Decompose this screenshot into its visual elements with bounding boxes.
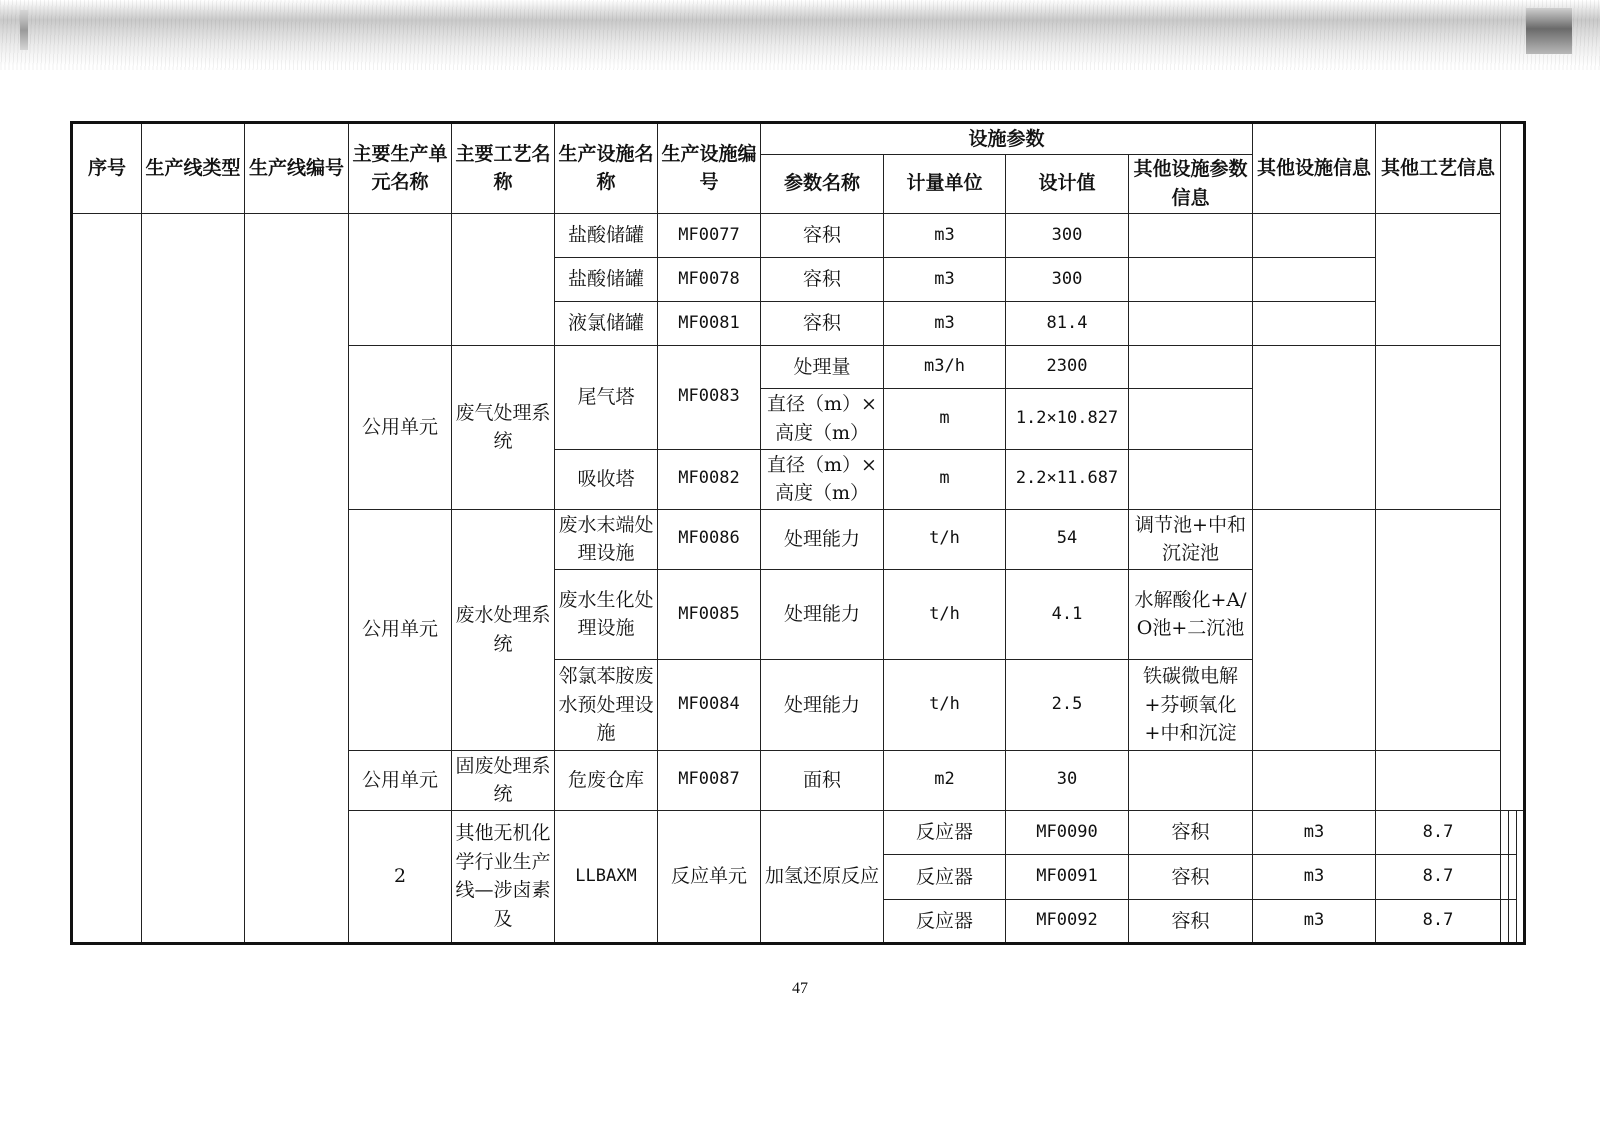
cell-facility-name: 盐酸储罐 [555,213,658,258]
header-facility-code: 生产设施编号 [658,123,761,214]
cell-param-unit: m3 [1253,900,1376,944]
cell-other-param-info [1129,449,1253,509]
cell-param-value: 300 [1006,213,1129,258]
cell-other-facility-info [1253,750,1376,810]
cell-facility-code: MF0086 [658,509,761,569]
header-line-code: 生产线编号 [245,123,349,214]
cell-param-name: 面积 [761,750,884,810]
cell-param-name: 容积 [761,258,884,302]
header-facility-name: 生产设施名称 [555,123,658,214]
cell-facility-name: 吸收塔 [555,449,658,509]
header-param-unit: 计量单位 [884,154,1006,213]
cell-facility-code: MF0087 [658,750,761,810]
cell-other-param-info [1129,213,1253,258]
cell-facility-code: MF0081 [658,302,761,346]
cell-param-value: 2300 [1006,345,1129,389]
cell-unit-continued [349,213,452,345]
cell-process-name: 固废处理系统 [452,750,555,810]
cell-unit-name: 公用单元 [349,345,452,509]
cell-facility-code: MF0078 [658,258,761,302]
cell-other-facility-info [1253,213,1376,258]
cell-facility-code: MF0082 [658,449,761,509]
cell-facility-name: 反应器 [884,855,1006,900]
table-row [72,213,1525,258]
header-line-type: 生产线类型 [142,123,245,214]
cell-other-param-info: 调节池+中和沉淀池 [1129,509,1253,569]
cell-param-name: 容积 [1129,855,1253,900]
cell-facility-name: 废水末端处理设施 [555,509,658,569]
cell-other-param-info [1501,855,1509,900]
cell-param-unit: m3 [1253,810,1376,855]
header-process-name: 主要工艺名称 [452,123,555,214]
cell-other-facility-info [1509,900,1517,944]
cell-param-name: 处理能力 [761,509,884,569]
scan-edge-shadow [0,0,1600,70]
cell-param-value: 4.1 [1006,569,1129,660]
cell-facility-name: 盐酸储罐 [555,258,658,302]
cell-other-param-info: 水解酸化+A/O池+二沉池 [1129,569,1253,660]
cell-param-unit: m3 [884,258,1006,302]
cell-param-value: 30 [1006,750,1129,810]
cell-other-param-info [1129,302,1253,346]
cell-param-name: 处理量 [761,345,884,389]
cell-param-unit: m3 [884,213,1006,258]
cell-facility-name: 邻氯苯胺废水预处理设施 [555,660,658,751]
facility-parameter-table [70,121,1526,945]
cell-facility-name: 反应器 [884,900,1006,944]
cell-param-unit: t/h [884,509,1006,569]
cell-unit-name: 反应单元 [658,810,761,943]
scan-edge-left [20,10,28,50]
cell-facility-code: MF0085 [658,569,761,660]
cell-param-value: 8.7 [1376,810,1501,855]
cell-line-code: LLBAXM [555,810,658,943]
cell-param-value: 2.2×11.687 [1006,449,1129,509]
cell-param-unit: m [884,449,1006,509]
cell-line-code-continued [245,213,349,943]
cell-facility-code: MF0083 [658,345,761,449]
cell-facility-code: MF0077 [658,213,761,258]
cell-facility-code: MF0084 [658,660,761,751]
cell-line-type-continued [142,213,245,943]
header-index: 序号 [72,123,142,214]
cell-line-type: 其他无机化学行业生产线—涉卤素及 [452,810,555,943]
cell-unit-name: 公用单元 [349,750,452,810]
cell-param-name: 容积 [1129,810,1253,855]
cell-param-value: 300 [1006,258,1129,302]
cell-other-process-info [1376,213,1501,345]
header-unit-name: 主要生产单元名称 [349,123,452,214]
cell-param-name: 容积 [761,213,884,258]
cell-param-value: 54 [1006,509,1129,569]
header-other-process-info: 其他工艺信息 [1376,123,1501,214]
cell-index-continued [72,213,142,943]
cell-other-param-info [1129,345,1253,389]
cell-unit-name: 公用单元 [349,509,452,750]
cell-param-name: 直径（m）×高度（m） [761,449,884,509]
cell-param-name: 容积 [761,302,884,346]
cell-other-param-info [1501,900,1509,944]
cell-facility-name: 液氯储罐 [555,302,658,346]
cell-other-process-info [1516,810,1524,943]
cell-other-facility-info [1253,345,1376,509]
cell-param-name: 处理能力 [761,660,884,751]
cell-process-name: 加氢还原反应 [761,810,884,943]
cell-param-unit: m3 [1253,855,1376,900]
cell-other-param-info [1501,810,1509,855]
page-number: 47 [792,980,808,997]
cell-param-name: 直径（m）×高度（m） [761,389,884,449]
header-other-facility-info: 其他设施信息 [1253,123,1376,214]
cell-other-process-info [1376,509,1501,750]
cell-other-process-info [1376,750,1501,810]
cell-param-unit: t/h [884,660,1006,751]
cell-param-name: 处理能力 [761,569,884,660]
cell-other-facility-info [1509,810,1517,855]
cell-facility-name: 危废仓库 [555,750,658,810]
cell-facility-code: MF0091 [1006,855,1129,900]
cell-other-param-info [1129,750,1253,810]
cell-facility-name: 废水生化处理设施 [555,569,658,660]
cell-param-unit: m [884,389,1006,449]
cell-other-facility-info [1253,258,1376,302]
cell-facility-code: MF0092 [1006,900,1129,944]
cell-param-value: 8.7 [1376,900,1501,944]
cell-facility-name: 尾气塔 [555,345,658,449]
header-param-value: 设计值 [1006,154,1129,213]
header-params-group: 设施参数 [761,123,1253,155]
cell-other-param-info [1129,389,1253,449]
cell-other-facility-info [1509,855,1517,900]
cell-param-value: 2.5 [1006,660,1129,751]
header-param-name: 参数名称 [761,154,884,213]
cell-process-name: 废水处理系统 [452,509,555,750]
cell-other-facility-info [1253,302,1376,346]
cell-param-unit: m2 [884,750,1006,810]
cell-param-unit: m3 [884,302,1006,346]
header-other-param-info: 其他设施参数信息 [1129,154,1253,213]
cell-param-value: 8.7 [1376,855,1501,900]
cell-process-name: 废气处理系统 [452,345,555,509]
scan-edge-right [1526,8,1572,54]
cell-param-value: 1.2×10.827 [1006,389,1129,449]
cell-facility-name: 反应器 [884,810,1006,855]
cell-other-param-info [1129,258,1253,302]
cell-param-unit: t/h [884,569,1006,660]
cell-other-param-info: 铁碳微电解+芬顿氧化+中和沉淀 [1129,660,1253,751]
cell-facility-code: MF0090 [1006,810,1129,855]
cell-other-process-info [1376,345,1501,509]
cell-param-unit: m3/h [884,345,1006,389]
cell-param-name: 容积 [1129,900,1253,944]
cell-param-value: 81.4 [1006,302,1129,346]
cell-index: 2 [349,810,452,943]
cell-process-continued [452,213,555,345]
cell-other-facility-info [1253,509,1376,750]
header-row-1 [72,123,1525,155]
